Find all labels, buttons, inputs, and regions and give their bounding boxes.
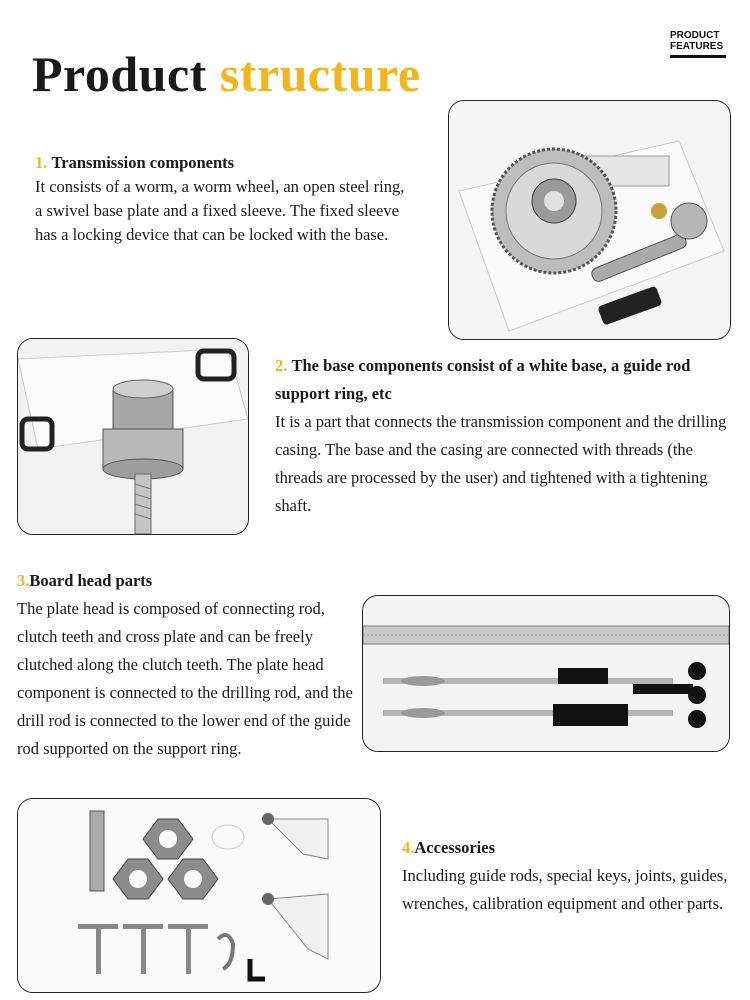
title-main: Product [32,46,207,102]
accessories-image [17,798,381,993]
section-4-body: Including guide rods, special keys, joints, guides, wrenches, calibration equipment and other parts. [402,866,728,913]
section-2-title: The base components consist of a white base, a guide rod support ring, etc [275,356,691,403]
section-3-title: Board head parts [29,571,153,590]
section-accessories [402,834,732,918]
section-transmission [35,151,405,247]
section-4-heading [402,834,732,862]
badge-underline [670,55,726,58]
section-4-title: Accessories [414,838,496,857]
product-features-badge [670,30,730,58]
base-illustration [18,339,248,534]
section-1-body: It consists of a worm, a worm wheel, an open steel ring, a swivel base plate and a fixed sleeve. The fixed sleeve has a locking device that can be locked with the base. [35,177,405,244]
section-4-number: 4. [402,838,415,857]
section-2-body: It is a part that connects the transmission component and the drilling casing. The base and the casing are connected with threads (the threads are processed by the user) and tightened with a tightening shaft. [275,412,727,515]
section-3-body: The plate head is composed of connecting rod, clutch teeth and cross plate and can be freely clutched along the clutch teeth. The plate head component is connected to the drilling rod, and the drill rod is connected to the lower end of the guide rod supported on the support ring. [17,599,353,758]
worm-gear-illustration [449,101,730,339]
section-1-heading [35,151,405,175]
badge-line-1: PRODUCT [670,30,720,41]
title-accent: structure [219,46,421,102]
section-2-heading [275,352,737,408]
section-3-heading [17,567,362,595]
section-1-title: Transmission components [51,153,235,172]
base-components-image [17,338,249,535]
section-board-head [17,567,362,763]
page-title [32,44,421,104]
transmission-image [448,100,731,340]
badge-line-2: FEATURES [670,41,724,52]
rods-illustration [363,596,729,751]
section-1-number: 1. [35,153,48,172]
section-3-number: 3. [17,571,30,590]
section-base [275,352,737,520]
section-2-number: 2. [275,356,288,375]
accessories-illustration [18,799,380,992]
board-head-image [362,595,730,752]
